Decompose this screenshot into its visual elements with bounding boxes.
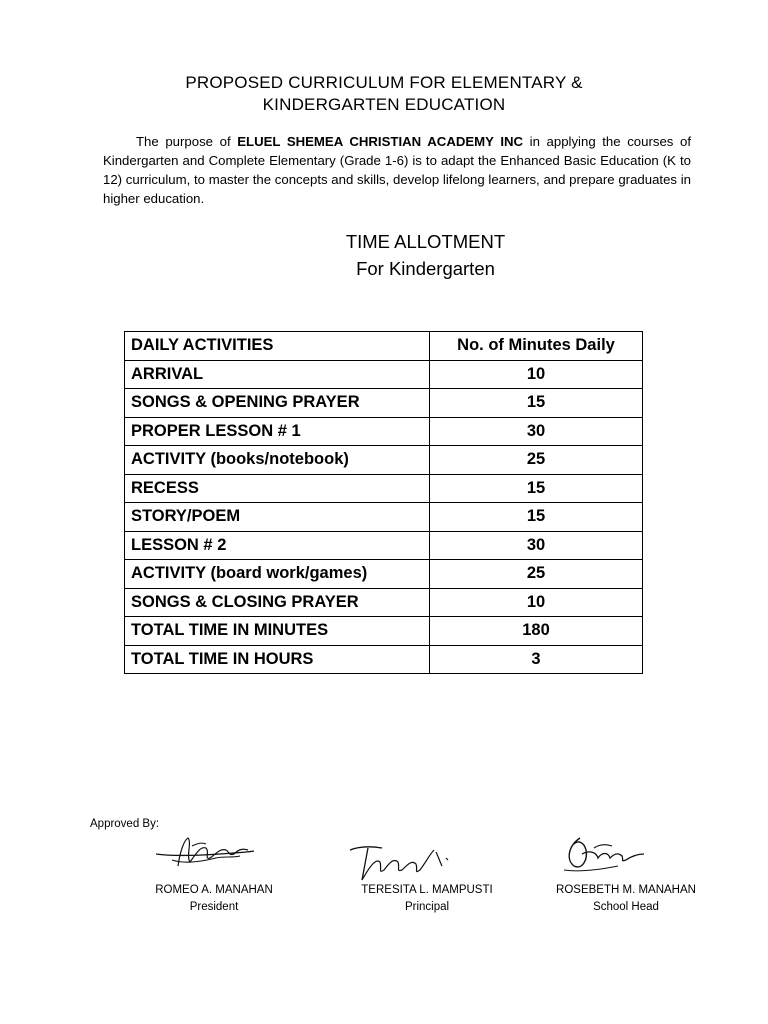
table-row xyxy=(125,588,643,617)
signer-role: President xyxy=(189,901,239,913)
activity-cell: SONGS & CLOSING PRAYER xyxy=(125,588,430,617)
intro-paragraph xyxy=(103,132,691,208)
time-allotment-table xyxy=(124,331,643,674)
intro-text-after: in applying the courses of Kindergarten and Complete Elementary (Grade 1-6) is to adapt the Enhanced Basic Education (K to 12) curriculum, to master the concepts and skills, develop lifelong learners, and prepare graduates in higher education. xyxy=(103,134,692,206)
activity-cell: ACTIVITY (board work/games) xyxy=(125,560,430,589)
section-title: TIME ALLOTMENT xyxy=(345,231,506,252)
signature-school-head xyxy=(558,830,658,880)
activity-cell: TOTAL TIME IN MINUTES xyxy=(125,617,430,646)
signer-name: TERESITA L. MAMPUSTI xyxy=(361,884,493,896)
minutes-cell: 25 xyxy=(430,446,643,475)
table-row xyxy=(125,360,643,389)
table-header-row xyxy=(125,332,643,361)
table-row xyxy=(125,389,643,418)
minutes-cell: 30 xyxy=(430,531,643,560)
signer-role: Principal xyxy=(404,901,450,913)
table-row xyxy=(125,474,643,503)
table-row xyxy=(125,503,643,532)
signer-role: School Head xyxy=(593,901,659,913)
table-row xyxy=(125,446,643,475)
activity-cell: TOTAL TIME IN HOURS xyxy=(125,645,430,674)
section-subtitle: For Kindergarten xyxy=(356,258,495,279)
column-header-minutes: No. of Minutes Daily xyxy=(430,332,643,361)
table-row xyxy=(125,417,643,446)
activity-cell: ARRIVAL xyxy=(125,360,430,389)
total-minutes-row xyxy=(125,617,643,646)
minutes-cell: 30 xyxy=(430,417,643,446)
signer-principal xyxy=(328,882,526,916)
activity-cell: ACTIVITY (books/notebook) xyxy=(125,446,430,475)
column-header-activities: DAILY ACTIVITIES xyxy=(125,332,430,361)
signature-principal xyxy=(342,840,460,888)
signer-name: ROMEO A. MANAHAN xyxy=(155,884,273,896)
activity-cell: RECESS xyxy=(125,474,430,503)
document-title-line-2: KINDERGARTEN EDUCATION xyxy=(262,95,506,114)
minutes-cell: 15 xyxy=(430,389,643,418)
minutes-cell: 10 xyxy=(430,588,643,617)
table-row xyxy=(125,560,643,589)
document-title-line-1: PROPOSED CURRICULUM FOR ELEMENTARY & xyxy=(185,73,583,92)
minutes-cell: 15 xyxy=(430,474,643,503)
minutes-cell: 15 xyxy=(430,503,643,532)
minutes-cell: 180 xyxy=(430,617,643,646)
total-hours-row xyxy=(125,645,643,674)
minutes-cell: 3 xyxy=(430,645,643,674)
school-name: ELUEL SHEMEA CHRISTIAN ACADEMY INC xyxy=(237,134,524,149)
activity-cell: LESSON # 2 xyxy=(125,531,430,560)
signer-school-head xyxy=(520,882,732,916)
activity-cell: SONGS & OPENING PRAYER xyxy=(125,389,430,418)
table-row xyxy=(125,531,643,560)
activity-cell: STORY/POEM xyxy=(125,503,430,532)
signer-name: ROSEBETH M. MANAHAN xyxy=(556,884,696,896)
activity-cell: PROPER LESSON # 1 xyxy=(125,417,430,446)
minutes-cell: 10 xyxy=(430,360,643,389)
intro-text-before: The purpose of xyxy=(136,134,238,149)
minutes-cell: 25 xyxy=(430,560,643,589)
approved-by-label: Approved By: xyxy=(90,818,160,830)
signer-president xyxy=(118,882,310,916)
signature-president xyxy=(150,832,260,874)
